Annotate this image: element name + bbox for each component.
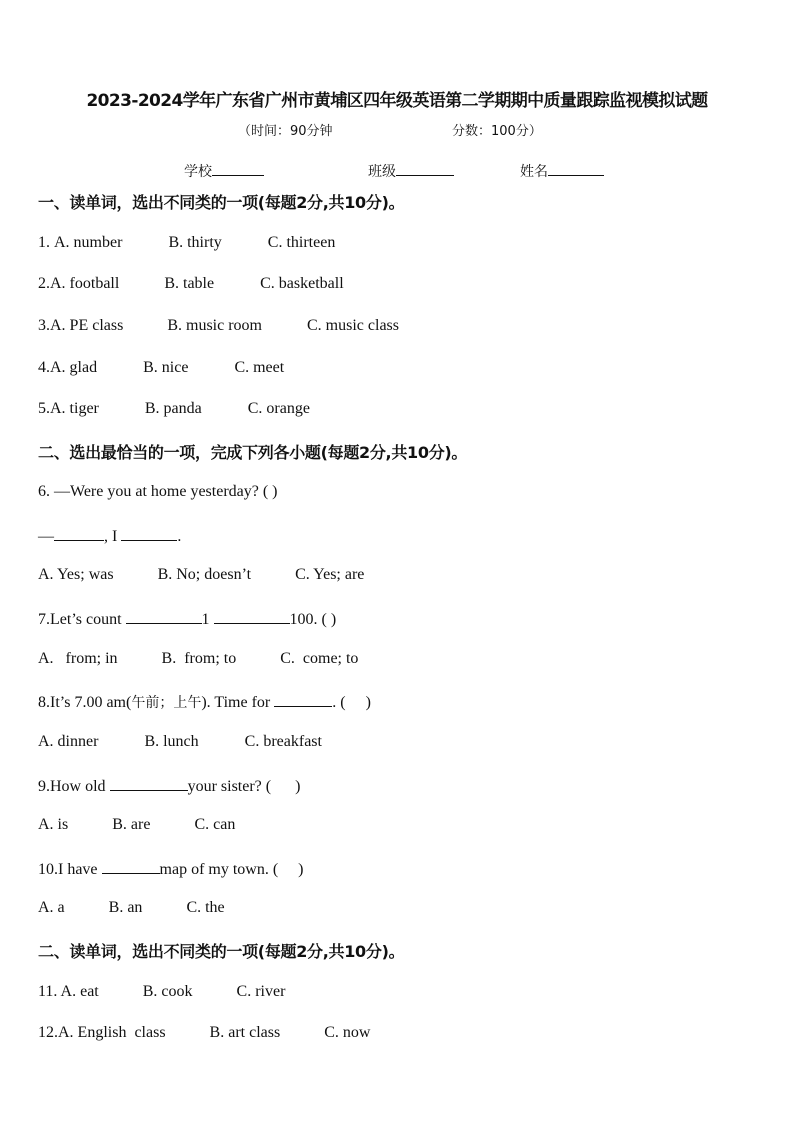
class-field bbox=[368, 161, 454, 181]
option-a: A. a bbox=[38, 899, 65, 916]
option-a: A. football bbox=[50, 275, 120, 292]
option-a: A. tiger bbox=[50, 400, 99, 417]
option-c: C. the bbox=[186, 899, 225, 916]
exam-score: 分数：100分） bbox=[452, 124, 542, 139]
stem-mid: 1 bbox=[201, 611, 210, 628]
question-7-options bbox=[38, 650, 358, 668]
question-3 bbox=[38, 317, 399, 335]
name-field bbox=[520, 161, 604, 181]
option-b: B. an bbox=[108, 899, 143, 916]
option-a: A. PE class bbox=[50, 317, 124, 334]
stem-start: 10.I have bbox=[38, 861, 98, 878]
option-b: B. panda bbox=[144, 400, 202, 417]
question-6-reply bbox=[38, 525, 181, 546]
answer-blank[interactable] bbox=[102, 858, 160, 874]
answer-blank[interactable] bbox=[214, 608, 290, 624]
stem-start: 8.It’s 7.00 am( bbox=[38, 694, 132, 711]
section-1-heading: 一、读单词，选出不同类的一项(每题2分,共10分)。 bbox=[38, 193, 405, 212]
stem-end: map of my town. ( ) bbox=[159, 861, 304, 878]
option-b: B. cook bbox=[142, 983, 193, 1000]
option-b: B. are bbox=[112, 816, 151, 833]
option-b: B. lunch bbox=[144, 733, 199, 750]
option-c: C. breakfast bbox=[244, 733, 322, 750]
stem-end: your sister? ( ) bbox=[187, 778, 301, 795]
answer-blank[interactable] bbox=[110, 775, 188, 791]
question-number: 5. bbox=[38, 400, 50, 417]
answer-blank[interactable] bbox=[274, 691, 332, 707]
question-number: 12. bbox=[38, 1024, 58, 1041]
option-b: B. No; doesn’t bbox=[157, 566, 252, 583]
name-blank[interactable] bbox=[548, 161, 604, 176]
question-9-options bbox=[38, 816, 235, 834]
option-c: C. basketball bbox=[260, 275, 344, 292]
question-2 bbox=[38, 275, 344, 293]
school-label: 学校 bbox=[184, 164, 212, 180]
option-a: A. dinner bbox=[38, 733, 99, 750]
class-label: 班级 bbox=[368, 164, 396, 180]
answer-blank[interactable] bbox=[126, 608, 202, 624]
question-number: 3. bbox=[38, 317, 50, 334]
question-number: 4. bbox=[38, 359, 50, 376]
option-b: B. nice bbox=[143, 359, 189, 376]
option-c: C. music class bbox=[307, 317, 399, 334]
option-b: B. music room bbox=[167, 317, 262, 334]
option-a: A. Yes; was bbox=[38, 566, 114, 583]
stem-start: 7.Let’s count bbox=[38, 611, 122, 628]
stem-end: . ( ) bbox=[332, 694, 371, 711]
section-3-heading: 二、读单词，选出不同类的一项(每题2分,共10分)。 bbox=[38, 942, 405, 961]
stem-start: 9.How old bbox=[38, 778, 106, 795]
option-c: C. come; to bbox=[280, 650, 359, 667]
option-b: B. from; to bbox=[161, 650, 237, 667]
question-10-options bbox=[38, 899, 225, 917]
exam-time: （时间：90分钟 bbox=[238, 124, 333, 139]
school-field bbox=[184, 161, 264, 181]
option-c: C. can bbox=[194, 816, 236, 833]
option-c: C. Yes; are bbox=[295, 566, 365, 583]
reply-mid: , I bbox=[104, 528, 118, 545]
question-8-stem bbox=[38, 691, 371, 712]
question-number: 1. bbox=[38, 234, 50, 251]
question-11 bbox=[38, 983, 285, 1001]
section-2-heading: 二、选出最恰当的一项，完成下列各小题(每题2分,共10分)。 bbox=[38, 443, 468, 462]
question-1 bbox=[38, 234, 335, 252]
school-blank[interactable] bbox=[212, 161, 264, 176]
option-a: A. number bbox=[54, 234, 123, 251]
option-a: A. glad bbox=[50, 359, 98, 376]
option-a: A. English class bbox=[58, 1024, 166, 1041]
option-a: A. eat bbox=[60, 983, 99, 1000]
option-b: B. table bbox=[164, 275, 215, 292]
question-9-stem bbox=[38, 775, 300, 796]
answer-blank[interactable] bbox=[121, 525, 177, 541]
answer-blank[interactable] bbox=[54, 525, 104, 541]
question-12 bbox=[38, 1024, 370, 1042]
question-5 bbox=[38, 400, 310, 418]
option-b: B. thirty bbox=[168, 234, 222, 251]
question-4 bbox=[38, 359, 284, 377]
stem-cjk: 午前；上午 bbox=[131, 695, 202, 711]
option-c: C. now bbox=[324, 1024, 371, 1041]
option-c: C. river bbox=[236, 983, 286, 1000]
question-6-stem: 6. —Were you at home yesterday? ( ) bbox=[38, 483, 278, 500]
name-label: 姓名 bbox=[520, 164, 548, 180]
question-number: 2. bbox=[38, 275, 50, 292]
option-c: C. thirteen bbox=[267, 234, 336, 251]
reply-end: . bbox=[177, 528, 182, 545]
question-8-options bbox=[38, 733, 322, 751]
reply-dash: — bbox=[38, 528, 54, 545]
class-blank[interactable] bbox=[396, 161, 454, 176]
option-a: A. is bbox=[38, 816, 69, 833]
stem-end: 100. ( ) bbox=[289, 611, 337, 628]
stem-middle: ). Time for bbox=[201, 694, 271, 711]
question-10-stem bbox=[38, 858, 304, 879]
exam-title: 2023-2024学年广东省广州市黄埔区四年级英语第二学期期中质量跟踪监视模拟试题 bbox=[86, 91, 708, 111]
option-a: A. from; in bbox=[38, 650, 118, 667]
question-6-options bbox=[38, 566, 364, 584]
option-c: C. orange bbox=[247, 400, 310, 417]
question-number: 11. bbox=[38, 983, 58, 1000]
option-c: C. meet bbox=[234, 359, 285, 376]
question-7-stem bbox=[38, 608, 336, 629]
option-b: B. art class bbox=[209, 1024, 281, 1041]
